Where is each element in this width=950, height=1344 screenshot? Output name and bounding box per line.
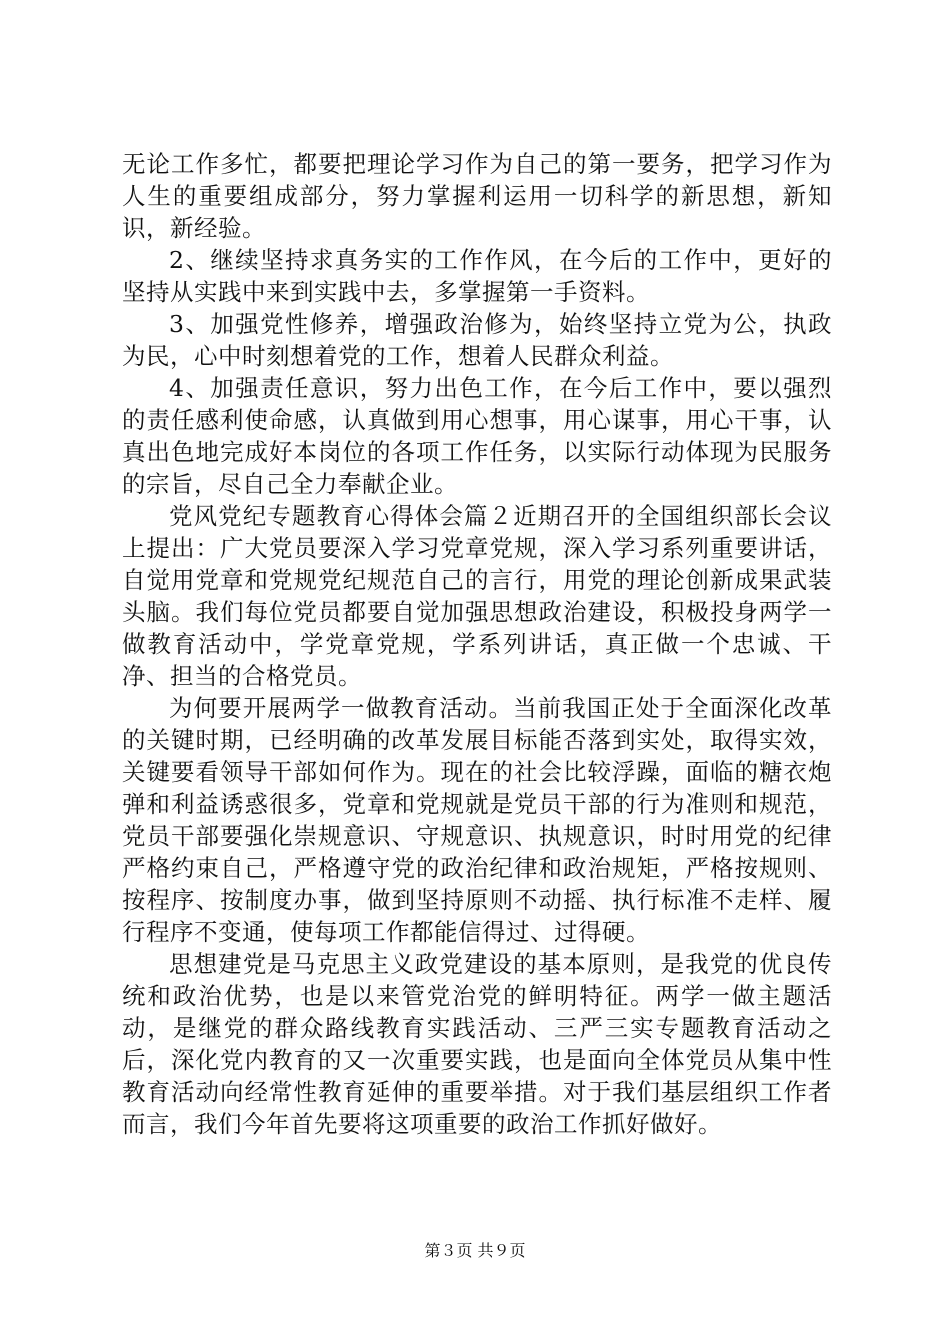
- paragraph-ideological-building: 思想建党是马克思主义政党建设的基本原则，是我党的优良传统和政治优势，也是以来管党治党的鲜明特征。两学一做主题活动，是继党的群众路线教育实践活动、三严三实专题教育活动之后，深化党内教育的又一次重要实践，也是面向全体党员从集中性教育活动向经常性教育延伸的重要举措。对于我们基层组织工作者而言，我们今年首先要将这项重要的政治工作抓好做好。: [122, 950, 832, 1138]
- page-footer: [0, 1241, 950, 1261]
- paragraph-why-activity: 为何要开展两学一做教育活动。当前我国正处于全面深化改革的关键时期，已经明确的改革发展目标能否落到实处，取得实效，关键要看领导干部如何作为。现在的社会比较浮躁，面临的糖衣炮弹和利益诱惑很多，党章和党规就是党员干部的行为准则和规范，党员干部要强化崇规意识、守规意识、执规意识，时时用党的纪律严格约束自己，严格遵守党的政治纪律和政治规矩，严格按规则、按程序、按制度办事，做到坚持原则不动摇、执行标准不走样、履行程序不变通，使每项工作都能信得过、过得硬。: [122, 694, 832, 946]
- paragraph-article-2-intro: 党风党纪专题教育心得体会篇２近期召开的全国组织部长会议上提出：广大党员要深入学习党章党规，深入学习系列重要讲话，自觉用党章和党规党纪规范自己的言行，用党的理论创新成果武装头脑。我们每位党员都要自觉加强思想政治建设，积极投身两学一做教育活动中，学党章党规，学系列讲话，真正做一个忠诚、干净、担当的合格党员。: [122, 502, 832, 690]
- paragraph-item-4: 4、加强责任意识，努力出色工作，在今后工作中，要以强烈的责任感利使命感，认真做到用心想事，用心谋事，用心干事，认真出色地完成好本岗位的各项工作任务，以实际行动体现为民服务的宗旨，尽自己全力奉献企业。: [122, 374, 832, 498]
- document-body: [122, 148, 832, 1140]
- paragraph-item-3: 3、加强党性修养，增强政治修为，始终坚持立党为公，执政为民，心中时刻想着党的工作，想着人民群众利益。: [122, 310, 832, 370]
- paragraph-item-2: 2、继续坚持求真务实的工作作风，在今后的工作中，更好的坚持从实践中来到实践中去，多掌握第一手资料。: [122, 246, 832, 306]
- paragraph-continued: 无论工作多忙，都要把理论学习作为自己的第一要务，把学习作为人生的重要组成部分，努力掌握利运用一切科学的新思想，新知识，新经验。: [122, 150, 832, 242]
- page-number: 第３页 共９页: [424, 1241, 526, 1260]
